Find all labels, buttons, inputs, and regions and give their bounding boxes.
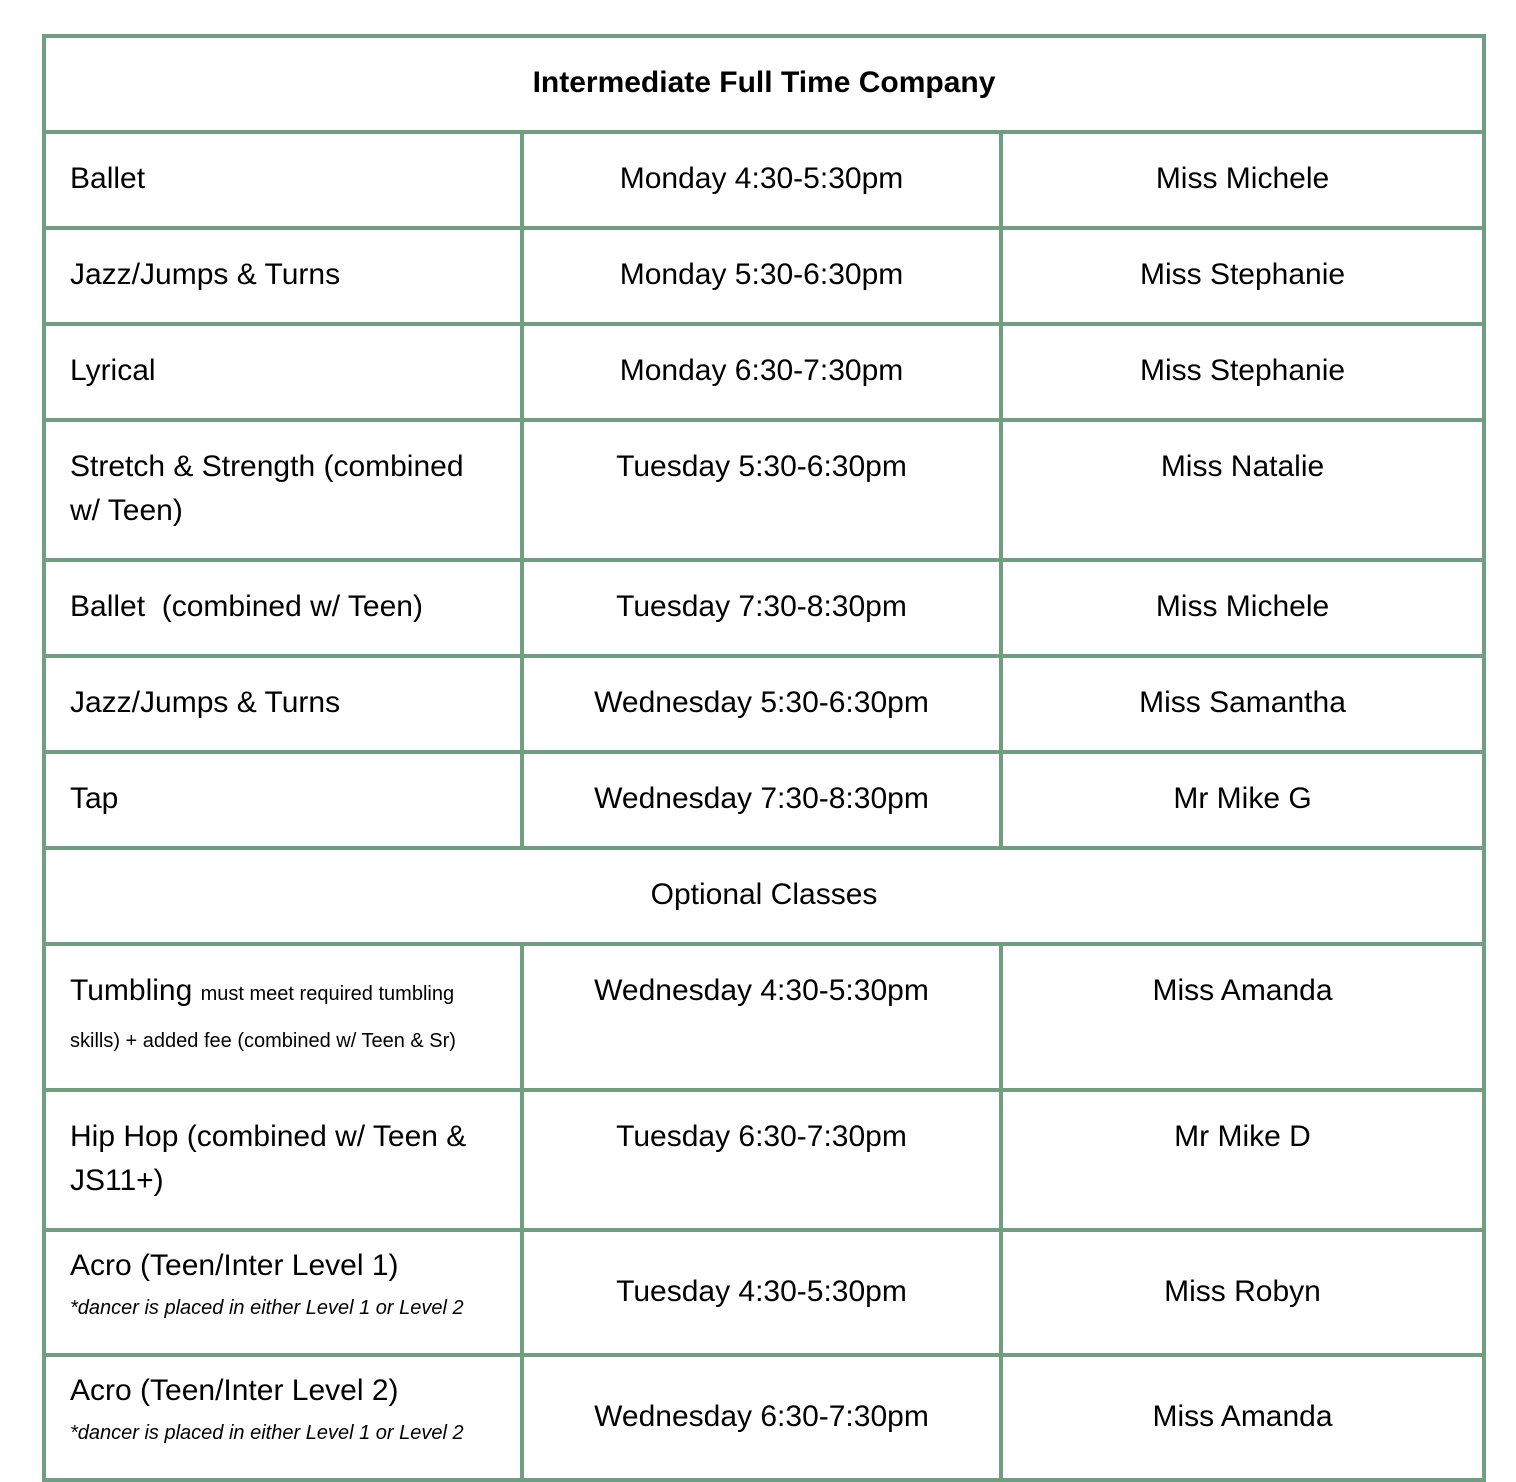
class-teacher: Miss Michele <box>1001 560 1484 656</box>
class-teacher: Miss Stephanie <box>1001 324 1484 420</box>
class-teacher: Miss Amanda <box>1001 944 1484 1090</box>
class-teacher: Mr Mike D <box>1001 1090 1484 1230</box>
class-time: Wednesday 4:30-5:30pm <box>522 944 1001 1090</box>
class-time: Monday 5:30-6:30pm <box>522 228 1001 324</box>
class-name: Lyrical <box>44 324 522 420</box>
schedule-title: Intermediate Full Time Company <box>44 36 1484 132</box>
class-name-cell <box>44 1230 522 1355</box>
class-time: Tuesday 4:30-5:30pm <box>522 1230 1001 1355</box>
schedule-table <box>42 34 1486 1482</box>
class-name: Acro (Teen/Inter Level 1) <box>70 1249 399 1282</box>
table-row <box>44 132 1484 228</box>
class-teacher: Miss Amanda <box>1001 1355 1484 1480</box>
table-row <box>44 420 1484 560</box>
table-row <box>44 752 1484 848</box>
class-teacher: Miss Stephanie <box>1001 228 1484 324</box>
class-name: Tumbling <box>70 974 193 1007</box>
class-name: Hip Hop (combined w/ Teen & JS11+) <box>44 1090 522 1230</box>
table-row <box>44 656 1484 752</box>
table-row <box>44 228 1484 324</box>
class-name: Jazz/Jumps & Turns <box>44 228 522 324</box>
class-teacher: Miss Natalie <box>1001 420 1484 560</box>
optional-classes-heading: Optional Classes <box>44 848 1484 944</box>
title-row <box>44 36 1484 132</box>
table-row <box>44 1230 1484 1355</box>
class-time: Tuesday 5:30-6:30pm <box>522 420 1001 560</box>
class-name: Ballet <box>44 132 522 228</box>
class-time: Wednesday 5:30-6:30pm <box>522 656 1001 752</box>
class-time: Monday 4:30-5:30pm <box>522 132 1001 228</box>
class-name: Tap <box>44 752 522 848</box>
table-row <box>44 944 1484 1090</box>
class-time: Tuesday 7:30-8:30pm <box>522 560 1001 656</box>
class-note: *dancer is placed in either Level 1 or Level 2 <box>70 1297 464 1319</box>
class-name-cell <box>44 1355 522 1480</box>
class-teacher: Miss Samantha <box>1001 656 1484 752</box>
class-teacher: Mr Mike G <box>1001 752 1484 848</box>
table-row <box>44 1355 1484 1480</box>
table-row <box>44 1090 1484 1230</box>
section-row <box>44 848 1484 944</box>
class-teacher: Miss Robyn <box>1001 1230 1484 1355</box>
class-name: Stretch & Strength (combined w/ Teen) <box>44 420 522 560</box>
class-time: Tuesday 6:30-7:30pm <box>522 1090 1001 1230</box>
class-name-cell <box>44 944 522 1090</box>
class-time: Wednesday 7:30-8:30pm <box>522 752 1001 848</box>
class-time: Monday 6:30-7:30pm <box>522 324 1001 420</box>
table-row <box>44 324 1484 420</box>
class-note: must meet required tumbling skills) + added fee (combined w/ Teen & Sr) <box>70 983 456 1052</box>
table-row <box>44 560 1484 656</box>
class-note: *dancer is placed in either Level 1 or Level 2 <box>70 1422 464 1444</box>
class-name: Ballet (combined w/ Teen) <box>44 560 522 656</box>
class-name: Jazz/Jumps & Turns <box>44 656 522 752</box>
class-time: Wednesday 6:30-7:30pm <box>522 1355 1001 1480</box>
class-teacher: Miss Michele <box>1001 132 1484 228</box>
class-name: Acro (Teen/Inter Level 2) <box>70 1374 399 1407</box>
